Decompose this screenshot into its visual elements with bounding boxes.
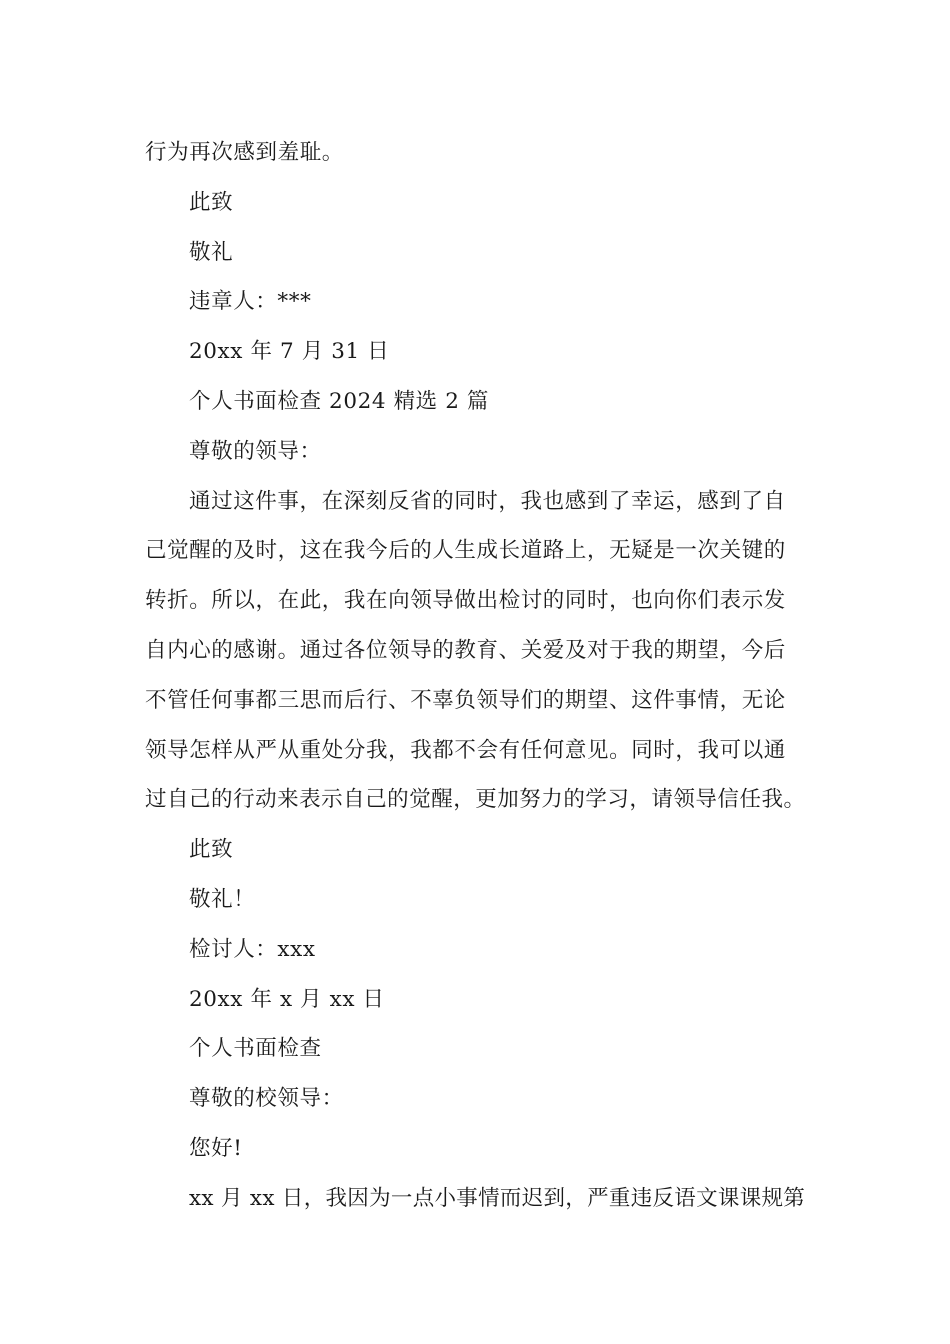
greeting-line: 您好! bbox=[189, 1135, 243, 1161]
paragraph-line: 转折。所以，在此，我在向领导做出检讨的同时，也向你们表示发 bbox=[145, 588, 786, 614]
paragraph-line: 不管任何事都三思而后行、不辜负领导们的期望、这件事情，无论 bbox=[145, 687, 786, 713]
text-line: xx 月 xx 日，我因为一点小事情而迟到，严重违反语文课课规第 bbox=[189, 1185, 806, 1211]
signature-line: 违章人：*** bbox=[189, 289, 312, 315]
salutation-line: 此致 bbox=[189, 189, 234, 215]
salutation-line: 此致 bbox=[189, 837, 234, 863]
paragraph-line: 己觉醒的及时，这在我今后的人生成长道路上，无疑是一次关键的 bbox=[145, 538, 786, 564]
greeting-line: 尊敬的校领导： bbox=[189, 1086, 344, 1112]
salutation-line: 敬礼！ bbox=[189, 886, 256, 912]
signature-line: 检讨人：xxx bbox=[189, 936, 316, 962]
section-title: 个人书面检查 bbox=[189, 1036, 322, 1062]
paragraph-line: 通过这件事，在深刻反省的同时，我也感到了幸运，感到了自 bbox=[189, 488, 786, 514]
date-line: 20xx 年 x 月 xx 日 bbox=[189, 986, 385, 1012]
date-line: 20xx 年 7 月 31 日 bbox=[189, 339, 390, 365]
paragraph-line: 自内心的感谢。通过各位领导的教育、关爱及对于我的期望，今后 bbox=[145, 637, 786, 663]
section-title: 个人书面检查 2024 精选 2 篇 bbox=[189, 388, 490, 414]
document-body bbox=[145, 128, 807, 1224]
salutation-line: 敬礼 bbox=[189, 239, 234, 265]
greeting-line: 尊敬的领导： bbox=[189, 438, 322, 464]
paragraph-line: 过自己的行动来表示自己的觉醒，更加努力的学习，请领导信任我。 bbox=[145, 787, 806, 813]
paragraph-line: 领导怎样从严从重处分我，我都不会有任何意见。同时，我可以通 bbox=[145, 737, 786, 763]
text-line: 行为再次感到羞耻。 bbox=[145, 140, 344, 165]
